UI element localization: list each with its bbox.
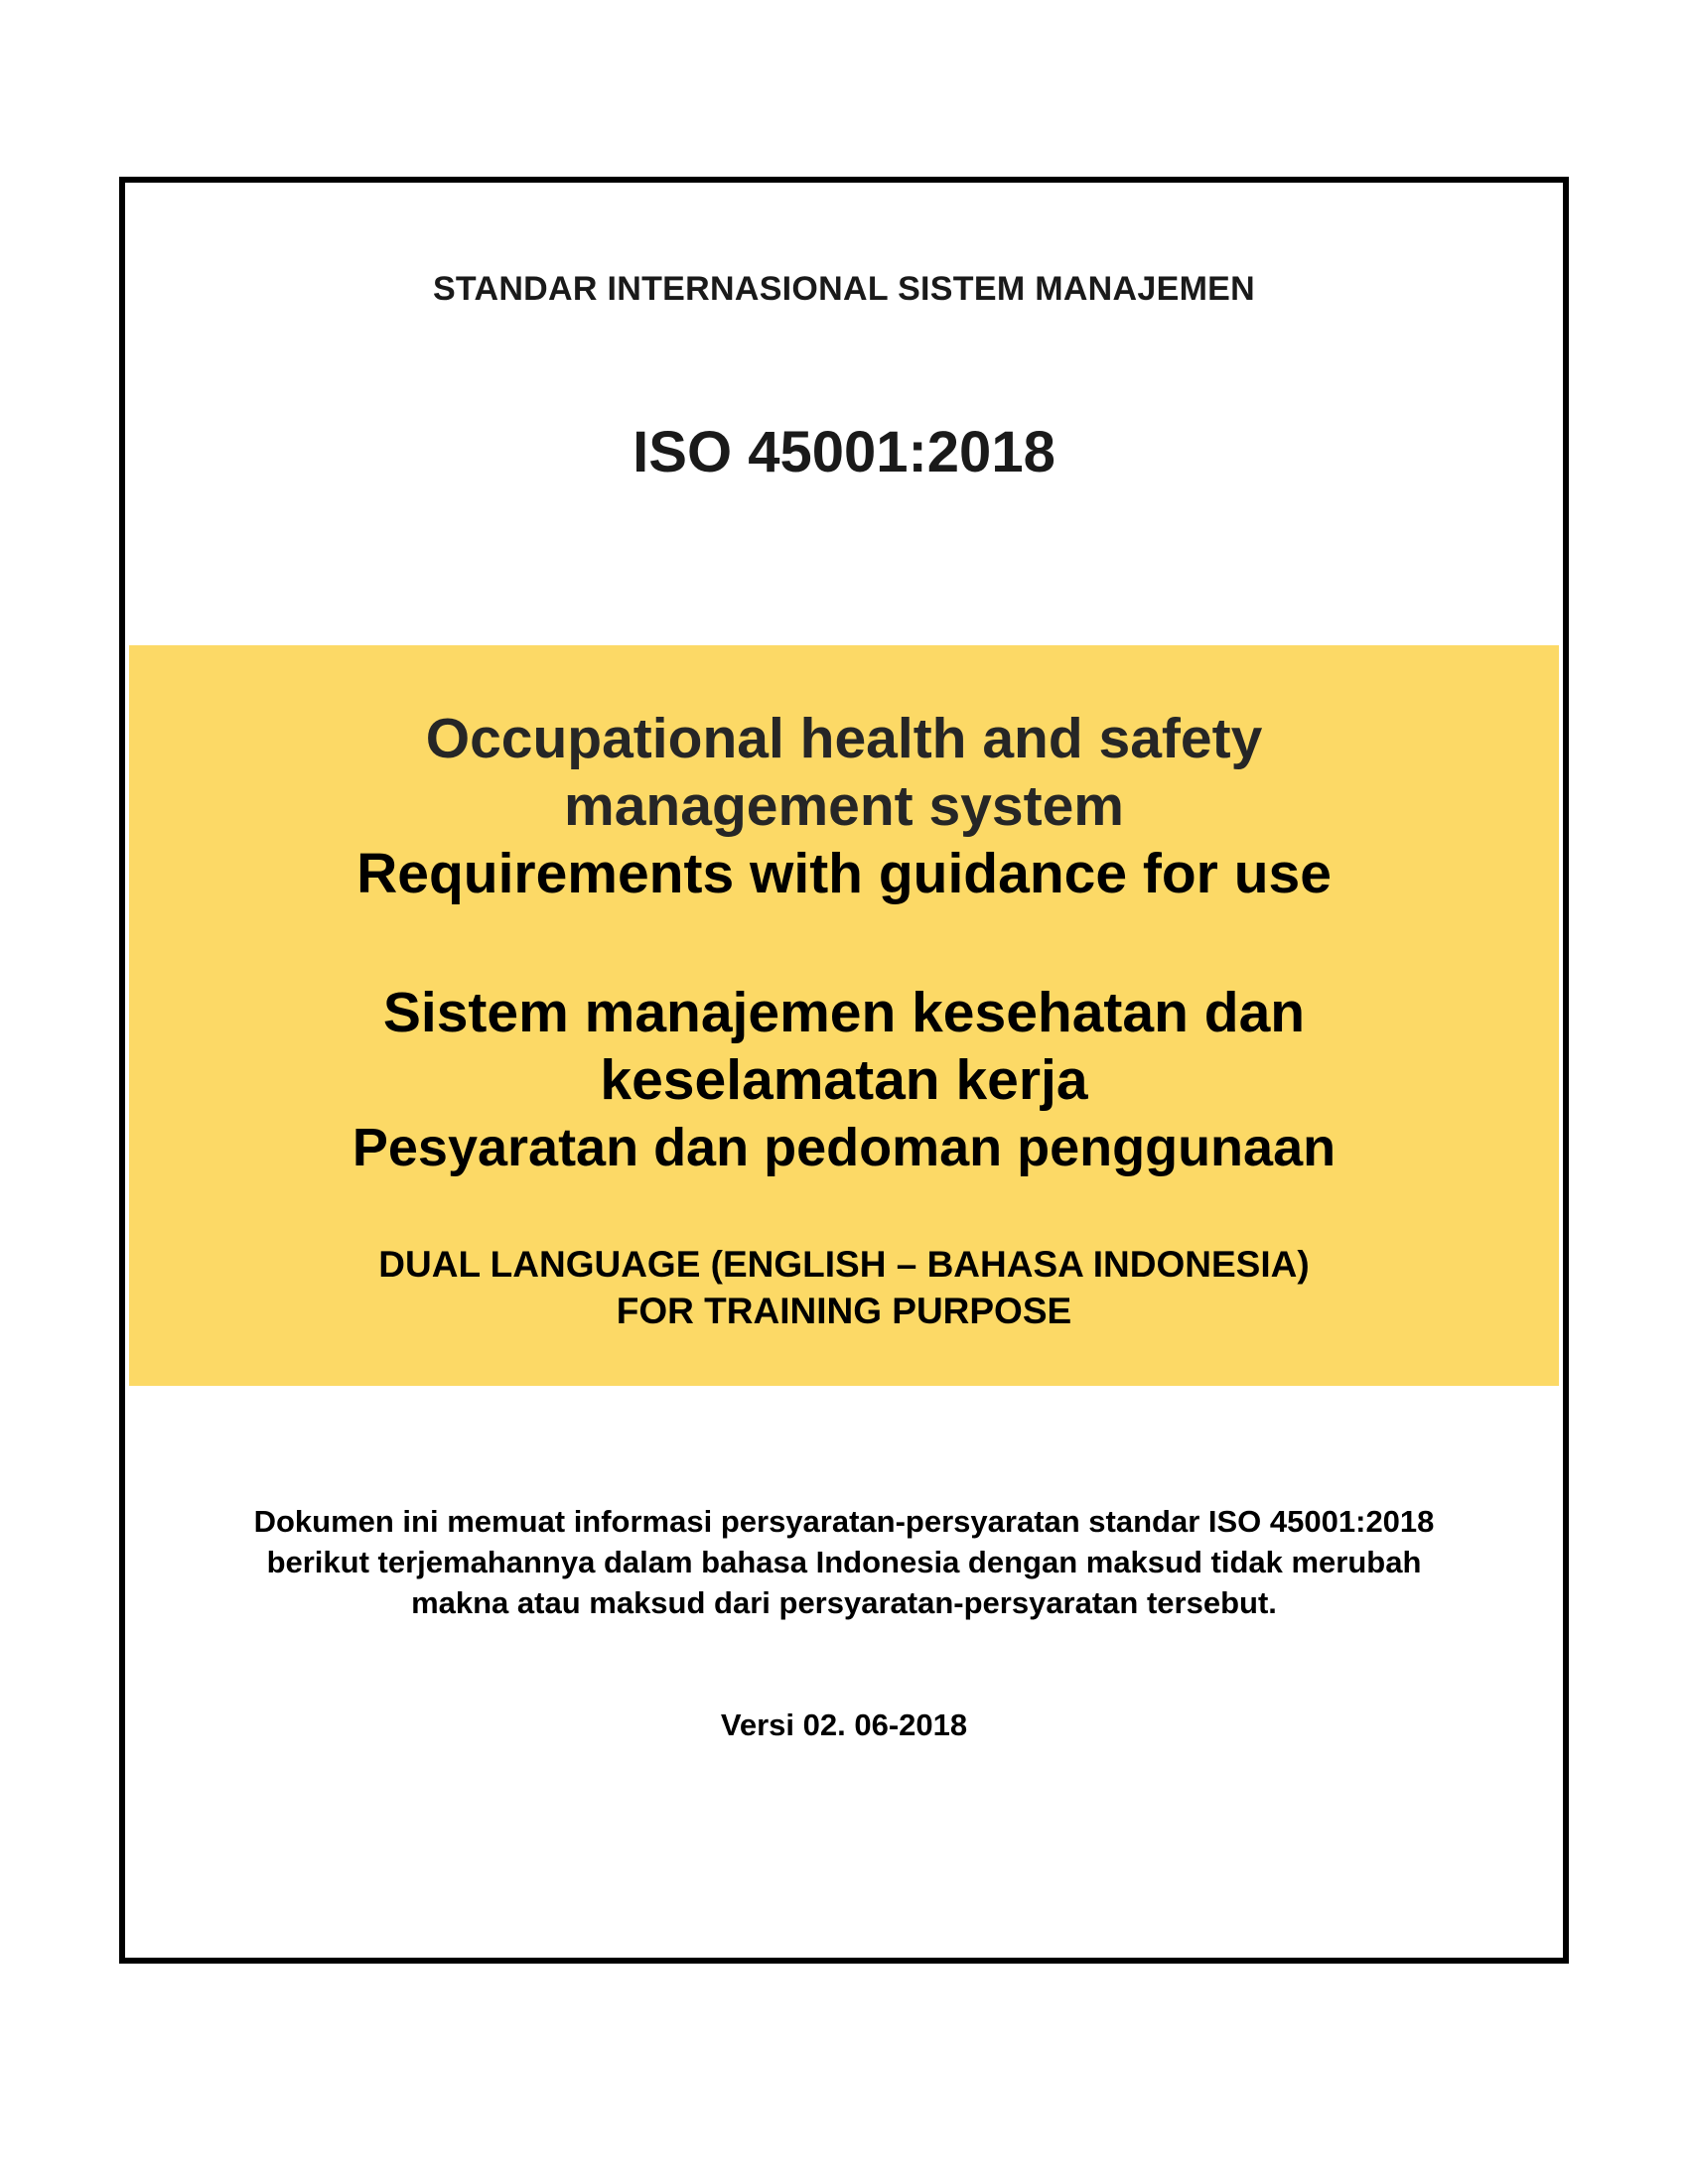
indonesian-title-line-2: keselamatan kerja	[600, 1048, 1088, 1112]
language-note-line-1: DUAL LANGUAGE (ENGLISH – BAHASA INDONESIA)	[378, 1244, 1310, 1285]
english-title	[129, 705, 1559, 907]
description-line-1: Dokumen ini memuat informasi persyaratan-persyaratan standar ISO 45001:2018	[253, 1504, 1435, 1539]
document-code: ISO 45001:2018	[633, 420, 1055, 484]
title-band	[129, 645, 1559, 1386]
cover-frame	[119, 177, 1569, 1964]
indonesian-subtitle: Pesyaratan dan pedoman penggunaan	[352, 1118, 1336, 1177]
indonesian-title-line-1: Sistem manajemen kesehatan dan	[382, 981, 1306, 1044]
version-label: Versi 02. 06-2018	[720, 1707, 968, 1742]
description-line-3: makna atau maksud dari persyaratan-persyaratan tersebut.	[411, 1585, 1277, 1620]
description-line-2: berikut terjemahannya dalam bahasa Indonesia dengan maksud tidak merubah	[266, 1545, 1422, 1579]
description	[125, 1501, 1563, 1623]
english-subtitle: Requirements with guidance for use	[356, 842, 1332, 905]
language-note-line-2: FOR TRAINING PURPOSE	[616, 1291, 1072, 1331]
language-note	[129, 1241, 1559, 1334]
indonesian-title	[129, 979, 1559, 1181]
english-title-line-1: Occupational health and safety	[425, 707, 1263, 770]
header-label: STANDAR INTERNASIONAL SISTEM MANAJEMEN	[432, 270, 1256, 308]
english-title-line-2: management system	[564, 774, 1124, 838]
